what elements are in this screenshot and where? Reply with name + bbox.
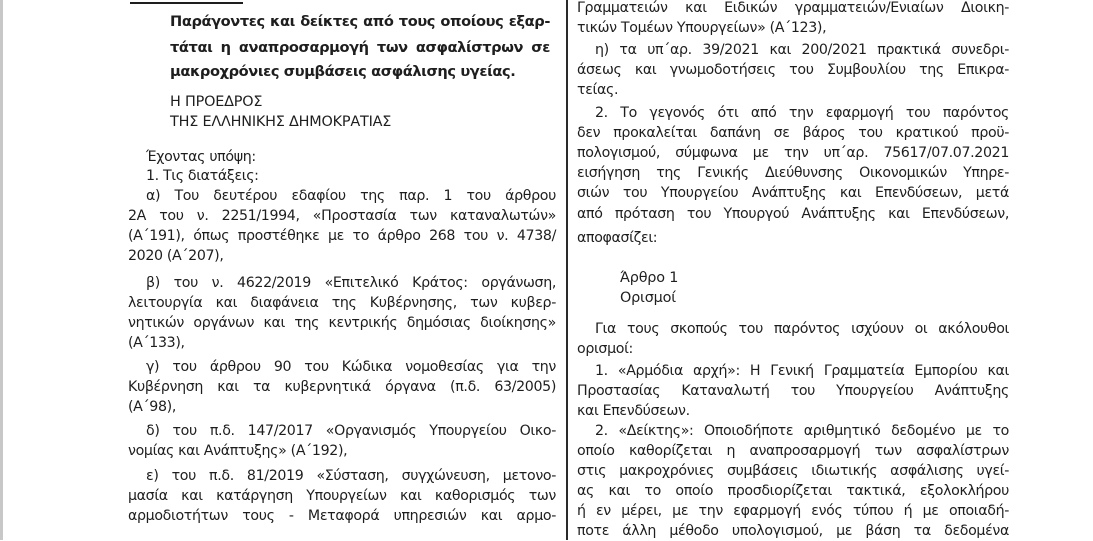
clause-b-line-1: β) του ν. 4622/2019 «Επιτελικό Κράτος: οργάνωση, <box>146 275 556 291</box>
budget-para-line-5: σιών του Υπουργείου Ανάπτυξης και Επενδύσεων, μετά <box>577 185 1009 201</box>
clause-e-line-2: μασία και κατάργηση Υπουργείων και καθορισμός των <box>128 488 556 504</box>
budget-para-line-2: δεν προκαλείται δαπάνη σε βάρος του κρατικού προϋ- <box>577 125 1009 141</box>
issuer-line-1: Η ΠΡΟΕΔΡΟΣ <box>170 94 263 110</box>
clause-h-line-2: άσεως και γνωμοδοτήσεις του Συμβουλίου της Επικρα- <box>577 62 1009 78</box>
definition-1-line-3: και Επενδύσεων. <box>577 403 690 419</box>
definition-2-line-3: στις μακροχρόνιες συμβάσεις ιδιωτικής ασφάλισης υγεί- <box>577 463 1009 479</box>
document-title-line-2: τάται η αναπροσαρμογή των ασφαλίστρων σε <box>170 39 550 56</box>
definition-1-line-1: 1. «Αρμόδια αρχή»: Η Γενική Γραμματεία Εμπορίου και <box>595 363 1009 379</box>
clause-h-line-1: η) τα υπ΄αρ. 39/2021 και 200/2021 πρακτικά συνεδρι- <box>595 42 1009 58</box>
definition-2-line-1: 2. «Δείκτης»: Οποιοδήποτε αριθμητικό δεδομένο με το <box>595 423 1009 439</box>
page-left-edge <box>0 0 3 540</box>
document-title-line-1: Παράγοντες και δείκτες από τους οποίους εξαρ- <box>170 13 550 30</box>
definition-2-line-2: οποίο καθορίζεται η αναπροσαρμογή των ασφαλίστρων <box>577 443 1009 459</box>
clause-a-line-3: (Α΄191), όπως προστέθηκε με το άρθρο 268 του ν. 4738/ <box>128 228 556 244</box>
clause-d-line-2: νομίας και Ανάπτυξης» (Α΄192), <box>128 443 348 459</box>
clause-d-line-1: δ) του π.δ. 147/2017 «Οργανισμός Υπουργείου Οικο- <box>146 423 556 439</box>
clause-c-line-1: γ) του άρθρου 90 του Κώδικα νομοθεσίας για την <box>146 359 556 375</box>
article-title: Ορισμοί <box>620 290 676 306</box>
issuer-line-2: ΤΗΣ ΕΛΛΗΝΙΚΗΣ ΔΗΜΟΚΡΑΤΙΑΣ <box>170 114 392 130</box>
clause-g-line-2: τικών Τομέων Υπουργείων» (Α΄123), <box>577 20 827 36</box>
budget-para-line-4: εισήγηση της Γενικής Διεύθυνσης Οικονομικών Υπηρε- <box>577 165 1009 181</box>
article-number: Άρθρο 1 <box>620 270 679 286</box>
definitions-intro-line-2: ορισμοί: <box>577 341 633 357</box>
preamble-line: Έχοντας υπόψη: <box>146 149 256 165</box>
document-title-line-3: μακροχρόνιες συμβάσεις ασφάλισης υγείας. <box>170 63 516 80</box>
clause-c-line-3: (Α΄98), <box>128 399 176 415</box>
clause-h-line-3: τείας. <box>577 82 619 98</box>
provisions-heading: 1. Τις διατάξεις: <box>146 168 259 184</box>
budget-para-line-3: πολογισμού, σύμφωνα με την υπ΄αρ. 75617/07.07.2021 <box>577 145 1009 161</box>
column-divider <box>566 0 568 540</box>
decision-verb: αποφασίζει: <box>577 230 658 246</box>
clause-a-line-1: α) Του δευτέρου εδαφίου της παρ. 1 του άρθρου <box>146 188 556 204</box>
clause-e-line-1: ε) του π.δ. 81/2019 «Σύσταση, συγχώνευση, μετονο- <box>146 468 556 484</box>
clause-a-line-2: 2Α του ν. 2251/1994, «Προστασία των καταναλωτών» <box>128 208 556 224</box>
clause-b-line-4: (Α΄133), <box>128 335 185 351</box>
clause-b-line-3: νητικών οργάνων και της κεντρικής δημόσιας διοίκησης» <box>128 315 556 331</box>
clause-c-line-2: Κυβέρνηση και τα κυβερνητικά όργανα (π.δ. 63/2005) <box>128 379 556 395</box>
clause-e-line-3: αρμοδιοτήτων τους - Μεταφορά υπηρεσιών και αρμο- <box>128 508 556 524</box>
budget-para-line-6: από πρόταση του Υπουργού Ανάπτυξης και Επενδύσεων, <box>577 206 1009 222</box>
definition-2-line-6: ποτε άλλη μέθοδο υπολογισμού, με βάση τα δεδομένα <box>577 523 1009 539</box>
definitions-intro-line-1: Για τους σκοπούς του παρόντος ισχύουν οι ακόλουθοι <box>595 321 1009 337</box>
budget-para-line-1: 2. Το γεγονός ότι από την εφαρμογή του παρόντος <box>595 105 1009 121</box>
clause-b-line-2: λειτουργία και διαφάνεια της Κυβέρνησης, των κυβερ- <box>128 295 556 311</box>
definition-2-line-4: ας και το οποίο προσδιορίζεται τακτικά, εξολοκλήρου <box>577 483 1009 499</box>
definition-2-line-5: ή εν μέρει, με την εφαρμογή ενός τύπου ή με οποιαδή- <box>577 503 1009 519</box>
definition-1-line-2: Προστασίας Καταναλωτή του Υπουργείου Ανάπτυξης <box>577 383 1009 399</box>
clause-g-line-1: Γραμματειών και Ειδικών γραμματειών/Ενιαίων Διοικη- <box>577 0 1009 16</box>
title-rule <box>130 2 243 4</box>
clause-a-line-4: 2020 (Α΄207), <box>128 248 224 264</box>
